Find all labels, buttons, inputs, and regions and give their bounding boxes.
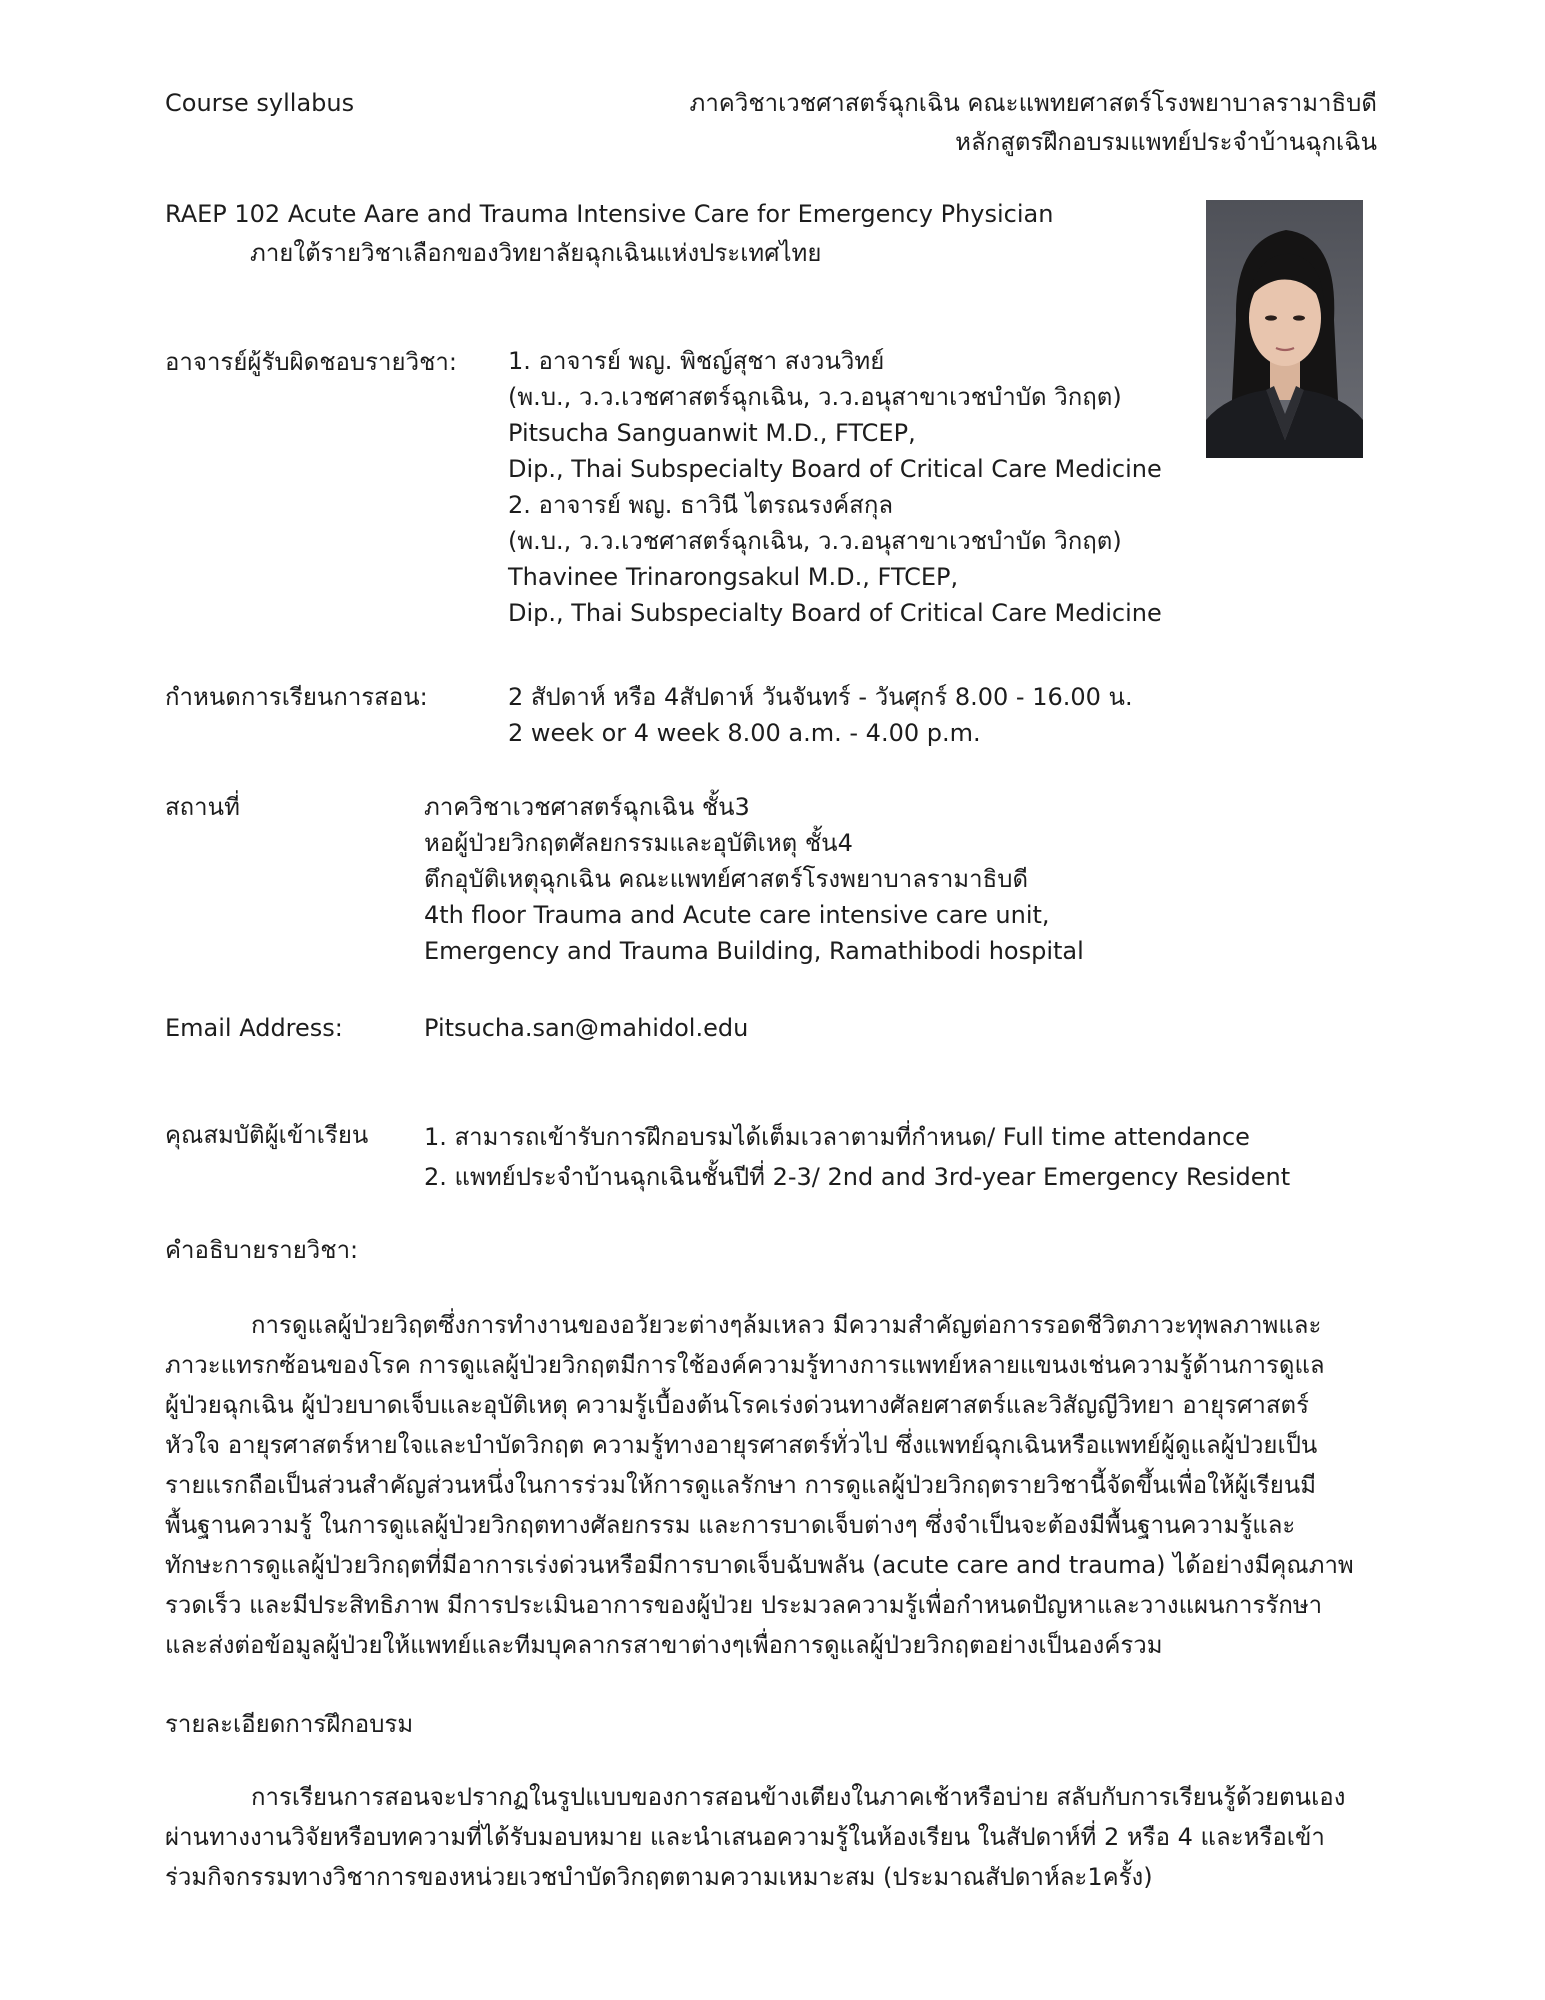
description-line: การดูแลผู้ป่วยวิฤตซึ่งการทำงานของอวัยวะต่างๆล้มเหลว มีความสำคัญต่อการรอดชีวิตภาวะทุพลภาพและ — [251, 1311, 1322, 1339]
training-heading: รายละเอียดการฝึกอบรม — [165, 1710, 414, 1738]
email-value: Pitsucha.san@mahidol.edu — [424, 1014, 749, 1042]
course-title: RAEP 102 Acute Aare and Trauma Intensive Care for Emergency Physician — [165, 200, 1054, 228]
qualification-label: คุณสมบัติผู้เข้าเรียน — [165, 1121, 369, 1149]
instructor-line: Pitsucha Sanguanwit M.D., FTCEP, — [508, 419, 916, 447]
instructor-line: Thavinee Trinarongsakul M.D., FTCEP, — [508, 563, 959, 591]
course-subtitle: ภายใต้รายวิชาเลือกของวิทยาลัยฉุกเฉินแห่งประเทศไทย — [250, 239, 822, 267]
training-line: ผ่านทางงานวิจัยหรือบทความที่ได้รับมอบหมาย และนำเสนอความรู้ในห้องเรียน ในสัปดาห์ที่ 2 หรือ 4 และหรือเข้า — [165, 1823, 1325, 1851]
instructor-photo — [1206, 200, 1363, 458]
description-line: หัวใจ อายุรศาสตร์หายใจและบำบัดวิกฤต ความรู้ทางอายุรศาสตร์ทั่วไป ซึ่งแพทย์ฉุกเฉินหรือแพทย์ผู้ดูแลผู้ป่วยเป็น — [165, 1431, 1318, 1459]
header-right-line2: หลักสูตรฝึกอบรมแพทย์ประจำบ้านฉุกเฉิน — [955, 128, 1377, 156]
training-line: การเรียนการสอนจะปรากฏในรูปแบบของการสอนข้างเตียงในภาคเช้าหรือบ่าย สลับกับการเรียนรู้ด้วยตนเอง — [251, 1783, 1346, 1811]
location-line: Emergency and Trauma Building, Ramathibodi hospital — [424, 937, 1084, 965]
qualification-line: 2. แพทย์ประจำบ้านฉุกเฉินชั้นปีที่ 2-3/ 2nd and 3rd-year Emergency Resident — [424, 1163, 1291, 1191]
instructor-line: Dip., Thai Subspecialty Board of Critical Care Medicine — [508, 455, 1162, 483]
location-line: 4th floor Trauma and Acute care intensive care unit, — [424, 901, 1050, 929]
instructors-label: อาจารย์ผู้รับผิดชอบรายวิชา: — [165, 348, 457, 376]
email-label: Email Address: — [165, 1014, 343, 1042]
training-line: ร่วมกิจกรรมทางวิชาการของหน่วยเวชบำบัดวิกฤตตามความเหมาะสม (ประมาณสัปดาห์ละ1ครั้ง) — [165, 1863, 1153, 1891]
location-label: สถานที่ — [165, 793, 240, 821]
description-line: ภาวะแทรกซ้อนของโรค การดูแลผู้ป่วยวิกฤตมีการใช้องค์ความรู้ทางการแพทย์หลายแขนงเช่นความรู้ด้านการดูแล — [165, 1351, 1325, 1379]
qualification-block — [424, 1117, 1290, 1197]
description-heading: คำอธิบายรายวิชา: — [165, 1236, 359, 1264]
schedule-line: 2 สัปดาห์ หรือ 4สัปดาห์ วันจันทร์ - วันศุกร์ 8.00 - 16.00 น. — [508, 683, 1133, 711]
description-line: ผู้ป่วยฉุกเฉิน ผู้ป่วยบาดเจ็บและอุบัติเหตุ ความรู้เบื้องต้นโรคเร่งด่วนทางศัลยศาสตร์และวิสัญญีวิทยา อายุรศาสตร์ — [165, 1391, 1309, 1419]
location-line: ภาควิชาเวชศาสตร์ฉุกเฉิน ชั้น3 — [424, 793, 750, 821]
location-line: ตึกอุบัติเหตุฉุกเฉิน คณะแพทย์ศาสตร์โรงพยาบาลรามาธิบดี — [424, 865, 1029, 893]
schedule-label: กำหนดการเรียนการสอน: — [165, 683, 428, 711]
qualification-line: 1. สามารถเข้ารับการฝึกอบรมได้เต็มเวลาตามที่กำหนด/ Full time attendance — [424, 1123, 1250, 1151]
description-line: รายแรกถือเป็นส่วนสำคัญส่วนหนึ่งในการร่วมให้การดูแลรักษา การดูแลผู้ป่วยวิกฤตรายวิชานี้จัดขึ้นเพื่อให้ผู้เรียนมี — [165, 1471, 1317, 1499]
schedule-line: 2 week or 4 week 8.00 a.m. - 4.00 p.m. — [508, 719, 981, 747]
description-line: และส่งต่อข้อมูลผู้ป่วยให้แพทย์และทีมบุคลากรสาขาต่างๆเพื่อการดูแลผู้ป่วยวิกฤตอย่างเป็นองค์รวม — [165, 1631, 1163, 1659]
header-right-line1: ภาควิชาเวชศาสตร์ฉุกเฉิน คณะแพทยศาสตร์โรงพยาบาลรามาธิบดี — [689, 89, 1377, 117]
location-line: หอผู้ป่วยวิกฤตศัลยกรรมและอุบัติเหตุ ชั้น4 — [424, 829, 853, 857]
location-block — [424, 789, 1084, 969]
schedule-block — [508, 679, 1133, 751]
description-paragraph — [165, 1305, 1380, 1665]
description-line: พื้นฐานความรู้ ในการดูแลผู้ป่วยวิกฤตทางศัลยกรรม และการบาดเจ็บต่างๆ ซึ่งจำเป็นจะต้องมีพื้นฐานความรู้และ — [165, 1511, 1296, 1539]
instructor-line: Dip., Thai Subspecialty Board of Critical Care Medicine — [508, 599, 1162, 627]
description-line: รวดเร็ว และมีประสิทธิภาพ มีการประเมินอาการของผู้ป่วย ประมวลความรู้เพื่อกำหนดปัญหาและวางแผนการรักษา — [165, 1591, 1323, 1619]
description-line: ทักษะการดูแลผู้ป่วยวิกฤตที่มีอาการเร่งด่วนหรือมีการบาดเจ็บฉับพลัน (acute care and trauma) ได้อย่างมีคุณภาพ — [165, 1551, 1354, 1579]
instructor-line: (พ.บ., ว.ว.เวชศาสตร์ฉุกเฉิน, ว.ว.อนุสาขาเวชบำบัด วิกฤต) — [508, 527, 1122, 555]
instructors-list — [508, 343, 1162, 631]
instructor-line: 2. อาจารย์ พญ. ธาวินี ไตรณรงค์สกุล — [508, 491, 894, 519]
instructor-line: (พ.บ., ว.ว.เวชศาสตร์ฉุกเฉิน, ว.ว.อนุสาขาเวชบำบัด วิกฤต) — [508, 383, 1122, 411]
instructor-line: 1. อาจารย์ พญ. พิชญ์สุชา สงวนวิทย์ — [508, 347, 885, 375]
training-paragraph — [165, 1777, 1380, 1897]
header-left: Course syllabus — [165, 89, 355, 117]
